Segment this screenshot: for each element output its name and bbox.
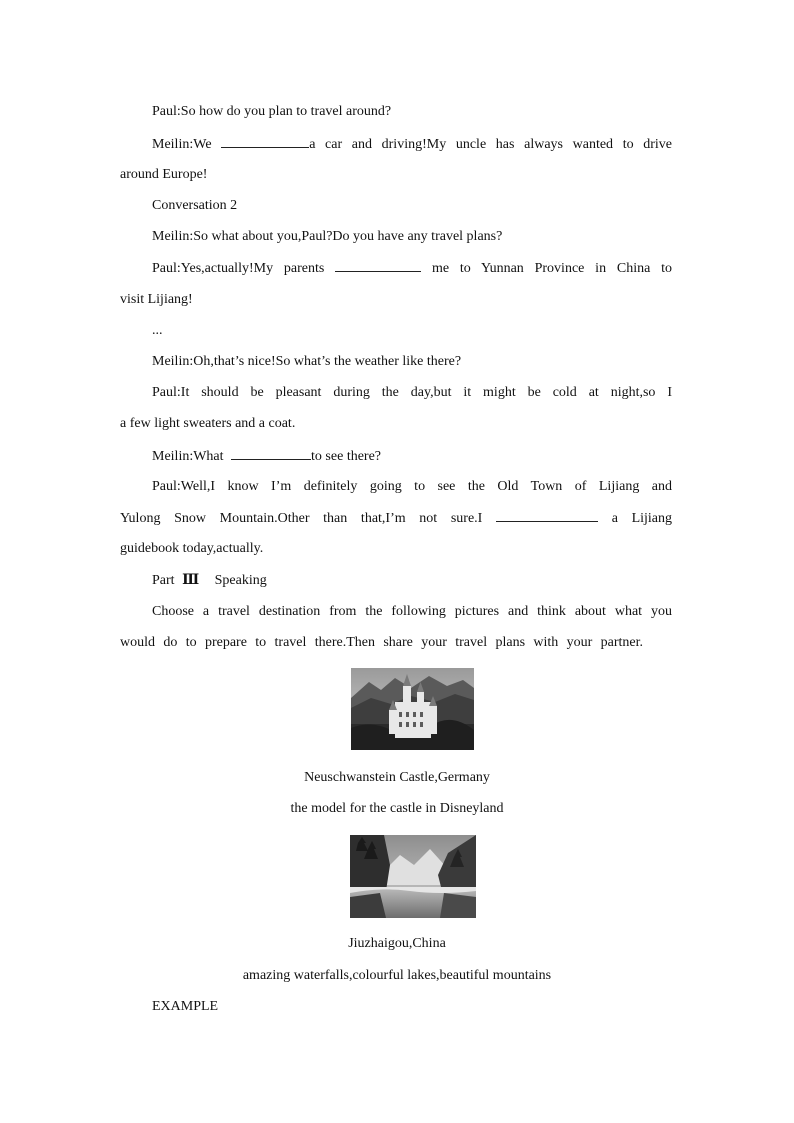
photo-caption: Neuschwanstein Castle,Germany [304,770,490,785]
dialogue-text: to see there? [311,449,382,464]
dialogue-line: visit Lijiang! [120,292,193,307]
photo-subcaption: amazing waterfalls,colourful lakes,beautiful mountains [242,968,552,983]
photo-caption: Jiuzhaigou,China [348,936,446,951]
instruction-line: Choose a travel destination from the following pictures and think about what you [152,604,672,619]
dialogue-text: a Lijiang [611,511,673,526]
ellipsis: ... [152,323,163,338]
fill-in-blank[interactable] [335,259,421,272]
instruction-line: would do to prepare to travel there.Then share your travel plans with your partner. [120,635,643,650]
dialogue-line [152,259,672,278]
dialogue-text: a car and driving!My uncle has always wanted to drive [309,137,673,152]
example-label: EXAMPLE [152,999,219,1014]
speaker-text: Meilin:We [152,137,212,152]
section-heading [152,571,267,590]
photo-subcaption: the model for the castle in Disneyland [290,801,504,816]
heading-text: Part [152,573,175,588]
dialogue-text: me to Yunnan Province in China to [431,261,673,276]
dialogue-line: a few light sweaters and a coat. [120,416,296,431]
dialogue-text: Meilin:What [152,449,224,464]
fill-in-blank[interactable] [221,135,309,148]
dialogue-line: around Europe! [120,167,208,182]
dialogue-line [152,135,672,154]
roman-numeral: Ⅲ [182,572,200,588]
heading-text: Speaking [214,573,267,588]
lake-photo [350,835,476,918]
fill-in-blank[interactable] [496,509,598,522]
dialogue-line: Paul:So how do you plan to travel around? [152,104,392,119]
dialogue-line: Paul:It should be pleasant during the day,but it might be cold at night,so I [152,385,672,400]
dialogue-text: Paul:Yes,actually!My parents [152,261,325,276]
dialogue-line: Meilin:So what about you,Paul?Do you have any travel plans? [152,229,503,244]
section-heading: Conversation 2 [152,198,238,213]
dialogue-line: guidebook today,actually. [120,541,264,556]
dialogue-text: Yulong Snow Mountain.Other than that,I’m not sure.I [120,511,483,526]
castle-photo [351,668,474,750]
dialogue-line [152,447,381,466]
dialogue-line [120,509,672,528]
dialogue-line: Paul:Well,I know I’m definitely going to see the Old Town of Lijiang and [152,479,672,494]
fill-in-blank[interactable] [231,447,311,460]
dialogue-line: Meilin:Oh,that’s nice!So what’s the weather like there? [152,354,462,369]
